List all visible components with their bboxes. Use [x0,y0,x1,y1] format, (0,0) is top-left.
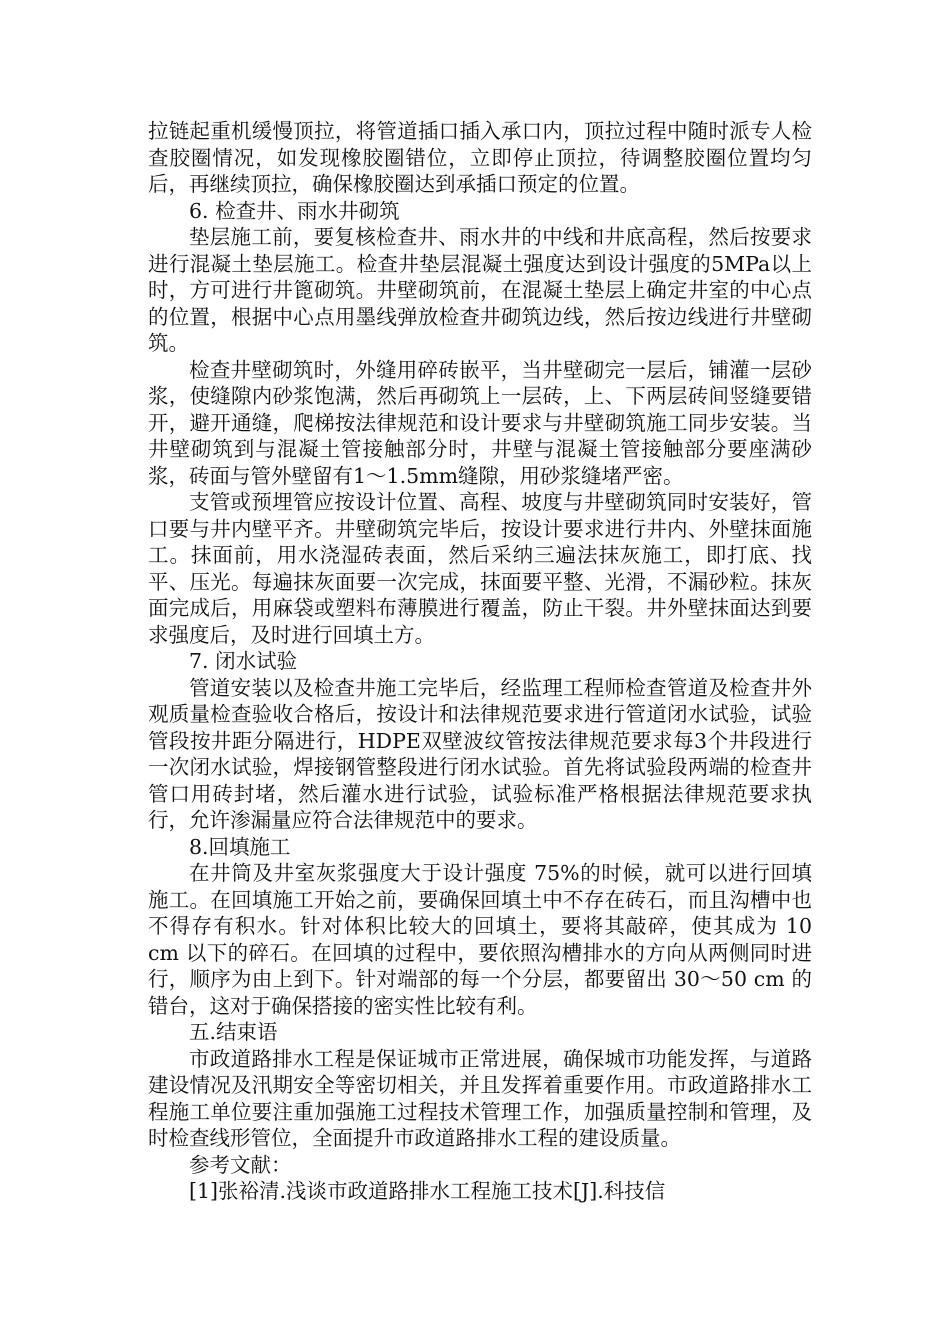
references-heading: 参考文献： [189,1152,292,1177]
paragraph: 垫层施工前，要复核检查井、雨水井的中线和井底高程，然后按要求进行混凝土垫层施工。检查井垫层混凝土强度达到设计强度的5MPa以上时，方可进行井篦砌筑。井壁砌筑前，在混凝土垫层上确定井室的中心点的位置，根据中心点用墨线弹放检查井砌筑边线，然后按边线进行井壁砌筑。 [148,225,812,355]
section-heading-conclusion: 五.结束语 [189,1020,278,1044]
paragraph: 在井筒及井室灰浆强度大于设计强度 75%的时候，就可以进行回填施工。在回填施工开始之前，要确保回填土中不存在砖石，而且沟槽中也不得存有积水。针对体积比较大的回填土，要将其敲碎，使其成为 10 cm 以下的碎石。在回填的过程中，要依照沟槽排水的方向从两侧同时进行，顺序为由上到下。针对端部的每一个分层，都要留出 30～50 cm 的错台，这对于确保搭接的密实性比较有利。 [148,861,812,1018]
paragraph-continuation: 拉链起重机缓慢顶拉，将管道插口插入承口内，顶拉过程中随时派专人检查胶圈情况，如发现橡胶圈错位，立即停止顶拉，待调整胶圈位置均匀后，再继续顶拉，确保橡胶圈达到承插口预定的位置。 [148,119,812,196]
reference-item: [1]张裕清.浅谈市政道路排水工程施工技术[J].科技信 [189,1179,666,1203]
section-heading-6: 6. 检查井、雨水井砌筑 [189,198,400,223]
section-heading-8: 8.回填施工 [189,834,291,859]
section-heading-7: 7. 闭水试验 [189,649,298,673]
paragraph: 检查井壁砌筑时，外缝用碎砖嵌平，当井壁砌完一层后，铺灌一层砂浆，使缝隙内砂浆饱满，然后再砌筑上一层砖，上、下两层砖间竖缝要错开，避开通缝，爬梯按法律规范和设计要求与井壁砌筑施工同步安装。当井壁砌筑到与混凝土管接触部分时，井壁与混凝土管接触部分要座满砂浆，砖面与管外壁留有1～1.5mm缝隙，用砂浆缝堵严密。 [148,357,812,488]
document-page [148,118,812,1205]
paragraph: 支管或预埋管应按设计位置、高程、坡度与井壁砌筑同时安装好，管口要与井内壁平齐。井壁砌筑完毕后，按设计要求进行井内、外壁抹面施工。抹面前，用水浇湿砖表面，然后采纳三遍法抹灰施工，即打底、找平、压光。每遍抹灰面要一次完成，抹面要平整、光滑，不漏砂粒。抹灰面完成后，用麻袋或塑料布薄膜进行覆盖，防止干裂。井外壁抹面达到要求强度后，及时进行回填土方。 [148,490,812,647]
paragraph: 管道安装以及检查井施工完毕后，经监理工程师检查管道及检查井外观质量检查验收合格后，按设计和法律规范要求进行管道闭水试验，试验管段按井距分隔进行，HDPE双壁波纹管按法律规范要求每3个井段进行一次闭水试验，焊接钢管整段进行闭水试验。首先将试验段两端的检查井管口用砖封堵，然后灌水进行试验，试验标准严格根据法律规范要求执行，允许渗漏量应符合法律规范中的要求。 [148,675,812,832]
paragraph: 市政道路排水工程是保证城市正常进展，确保城市功能发挥，与道路建设情况及汛期安全等密切相关，并且发挥着重要作用。市政道路排水工程施工单位要注重加强施工过程技术管理工作，加强质量控制和管理，及时检查线形管位，全面提升市政道路排水工程的建设质量。 [148,1046,812,1150]
